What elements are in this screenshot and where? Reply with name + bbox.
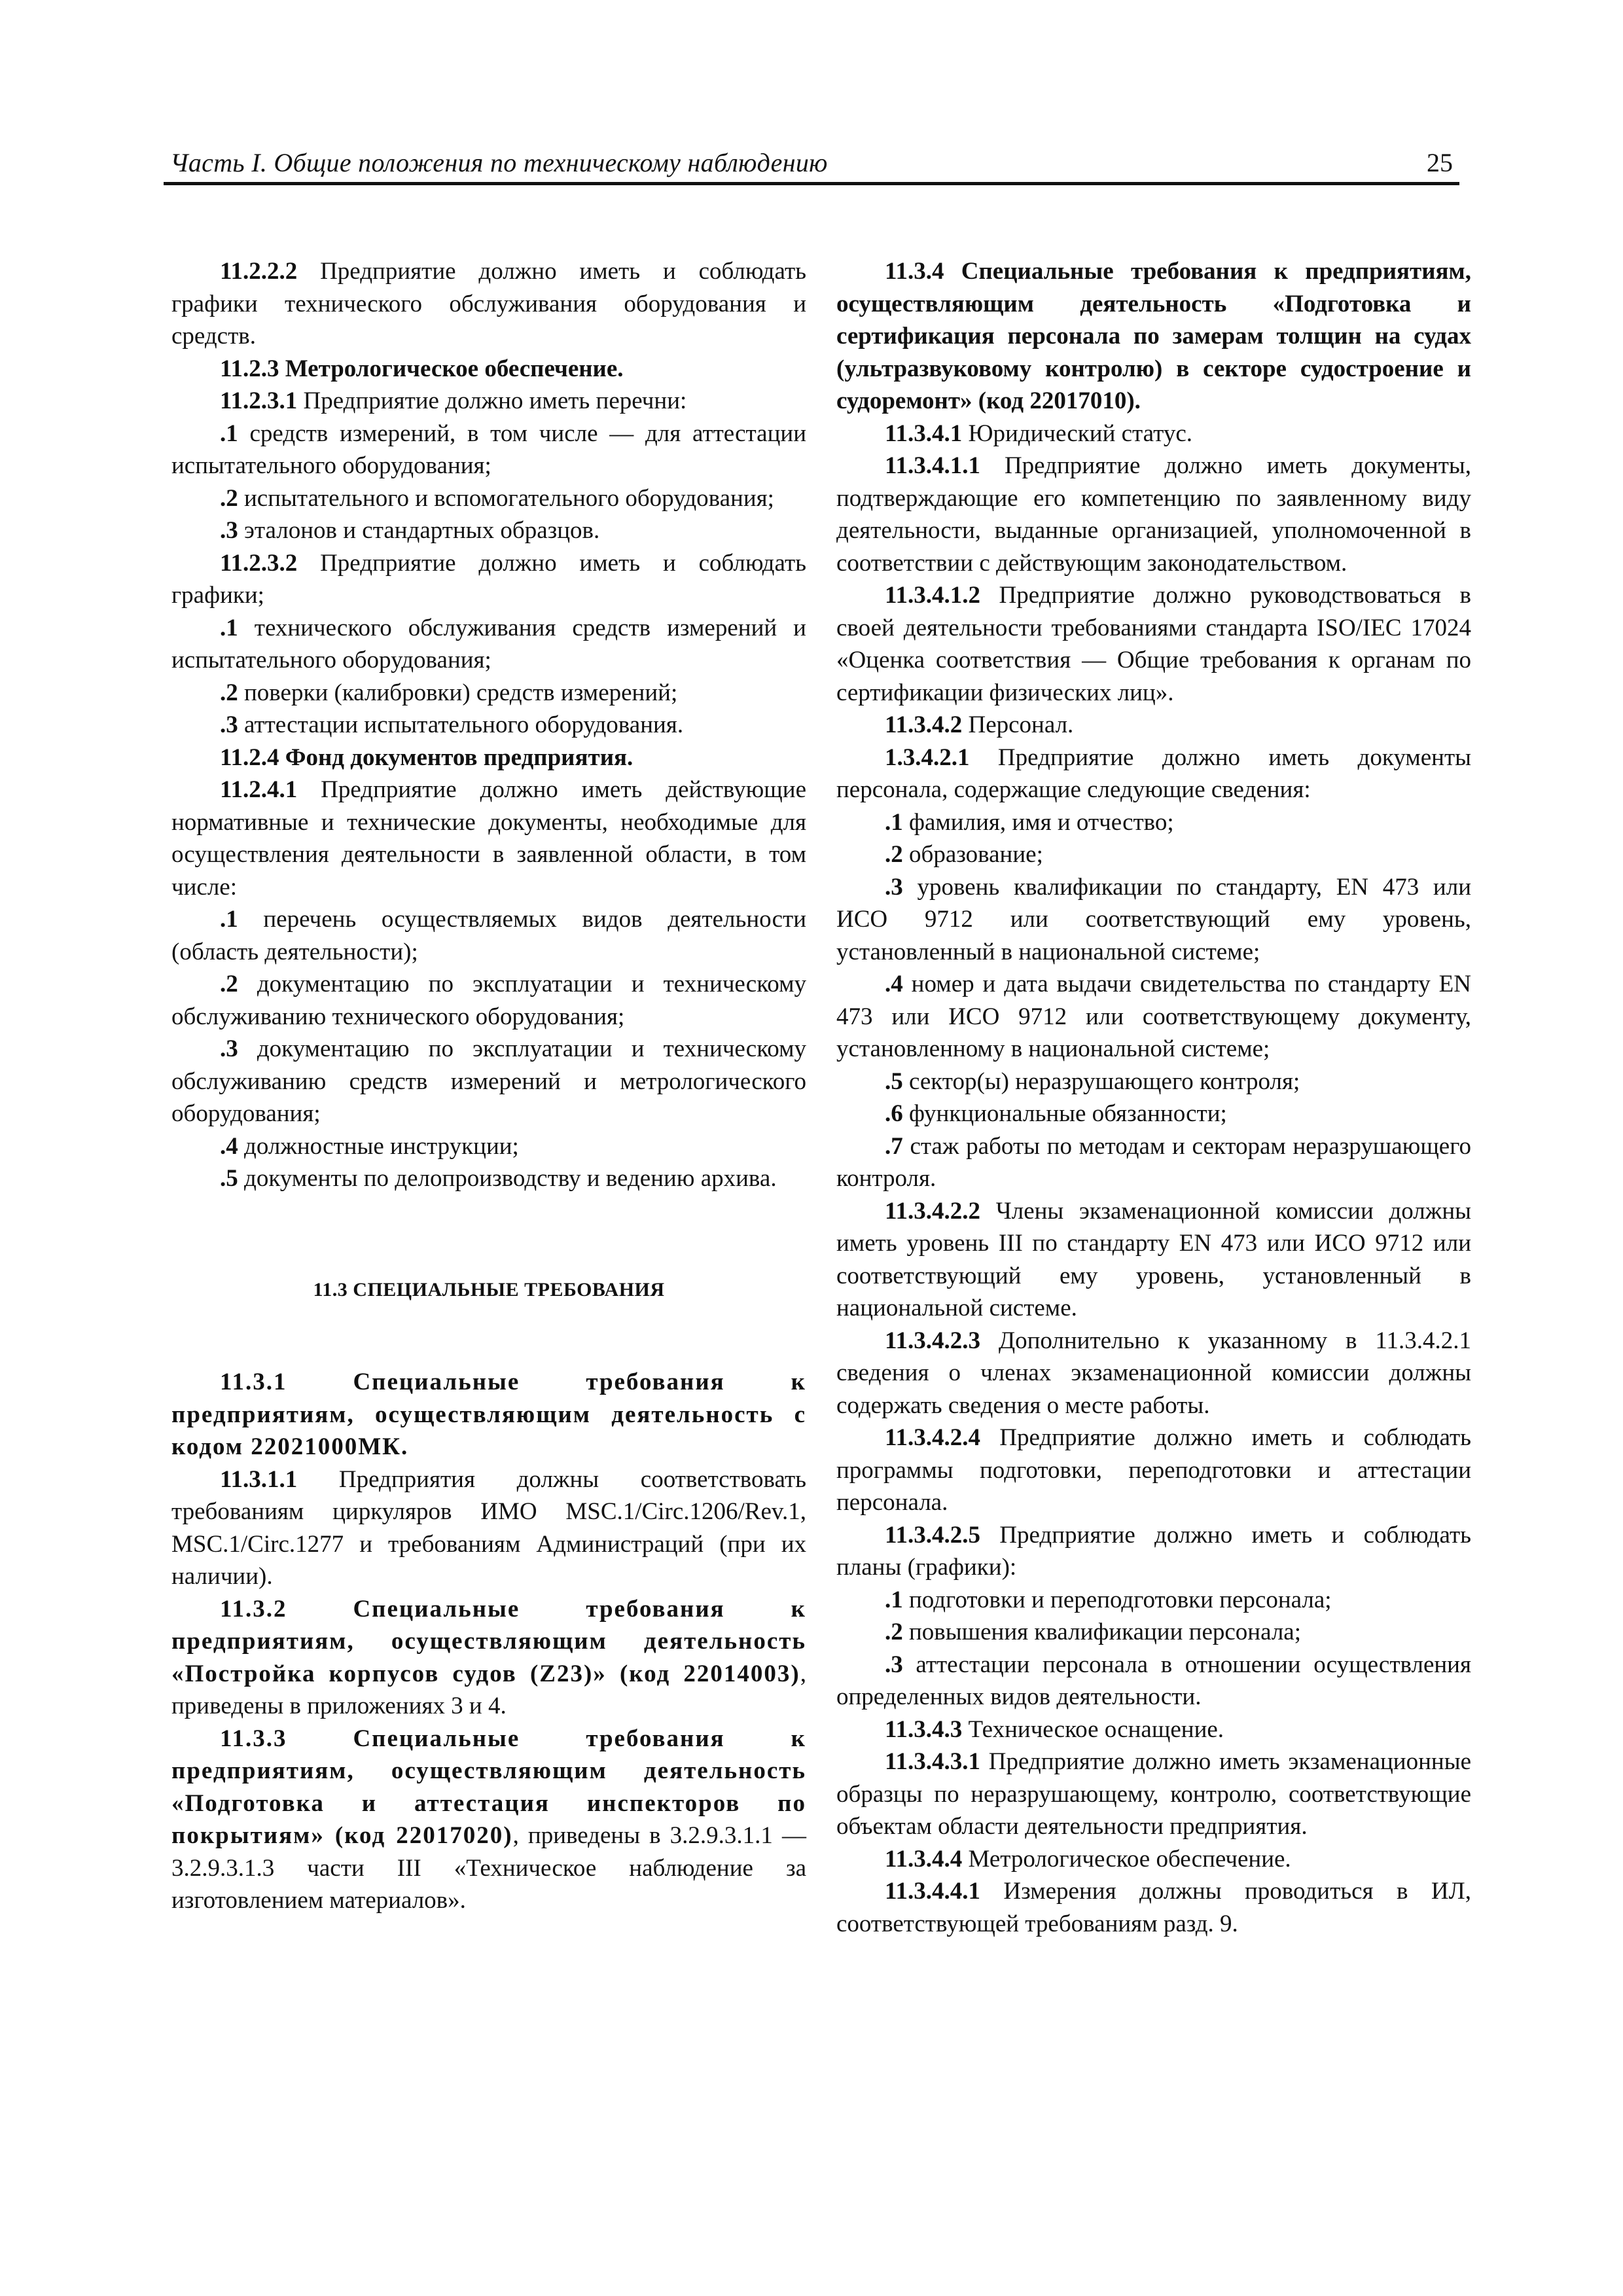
- list-item: .1 подготовки и переподготовки персонала;: [885, 1586, 1332, 1613]
- subsection-heading: 11.3.4 Специальные требования к предприятиям, осуществляющим деятельность «Подготовка и сертификация персонала по замерам толщин на судах (ультразвуковому контролю) в секторе судостроение и судоремонт» (код 22017010).: [836, 258, 1471, 414]
- list-item: .4 номер и дата выдачи свидетельства по стандарту EN 473 или ИСО 9712 или соответствующему документу, установленному в национальной системе;: [836, 971, 1471, 1062]
- paragraph: 1.3.4.2.1 Предприятие должно иметь документы персонала, содержащие следующие сведения:: [836, 744, 1471, 803]
- list-item: .3 аттестации персонала в отношении осуществления определенных видов деятельности.: [836, 1651, 1471, 1710]
- paragraph: 11.2.3.2 Предприятие должно иметь и соблюдать графики;: [171, 549, 806, 609]
- paragraph: 11.3.4.2.5 Предприятие должно иметь и соблюдать планы (графики):: [836, 1521, 1471, 1581]
- paragraph: 11.3.4.2.2 Члены экзаменационной комиссии должны иметь уровень III по стандарту EN 473 или ИСО 9712 или соответствующий ему уровень, установленный в национальной системе.: [836, 1197, 1471, 1321]
- paragraph: 11.2.4.1 Предприятие должно иметь действующие нормативные и технические документы, необходимые для осуществления деятельности в заявленной области, в том числе:: [171, 776, 806, 901]
- list-item: .7 стаж работы по методам и секторам неразрушающего контроля.: [836, 1132, 1471, 1192]
- list-item: .1 перечень осуществляемых видов деятельности (область деятельности);: [171, 906, 806, 965]
- paragraph: 11.2.3.1 Предприятие должно иметь перечни:: [220, 387, 687, 414]
- right-column: [836, 255, 1471, 1940]
- list-item: .3 документацию по эксплуатации и техническому обслуживанию средств измерений и метрологического оборудования;: [171, 1035, 806, 1127]
- paragraph: 11.3.4.4 Метрологическое обеспечение.: [885, 1845, 1291, 1873]
- list-item: .2 повышения квалификации персонала;: [885, 1619, 1302, 1645]
- section-heading: 11.3 СПЕЦИАЛЬНЫЕ ТРЕБОВАНИЯ: [313, 1278, 665, 1300]
- list-item: .1 фамилия, имя и отчество;: [885, 808, 1174, 836]
- paragraph: 11.3.4.3.1 Предприятие должно иметь экзаменационные образцы по неразрушающему, контролю, соответствующие объектам области деятельности предприятия.: [836, 1748, 1471, 1840]
- header-title: Часть I. Общие положения по техническому наблюдению: [170, 148, 828, 177]
- paragraph: 11.3.4.3 Техническое оснащение.: [885, 1715, 1224, 1743]
- paragraph: 11.3.4.1 Юридический статус.: [885, 420, 1192, 447]
- page-number: 25: [1427, 148, 1453, 177]
- subsection-heading: 11.2.3 Метрологическое обеспечение.: [220, 355, 624, 382]
- paragraph: 11.3.3 Специальные требования к предприятиям, осуществляющим деятельность «Подготовка и аттестация инспекторов по покрытиям» (код 22017020), приведены в 3.2.9.3.1.1 — 3.2.9.3.1.3 части III «Техническое наблюдение за изготовлением материалов».: [171, 1725, 806, 1914]
- paragraph: 11.3.1.1 Предприятия должны соответствовать требованиям циркуляров ИМО MSC.1/Circ.1206/Rev.1, MSC.1/Circ.1277 и требованиям Администраций (при их наличии).: [171, 1465, 806, 1590]
- paragraph: 11.3.4.2.4 Предприятие должно иметь и соблюдать программы подготовки, переподготовки и аттестации персонала.: [836, 1424, 1471, 1516]
- list-item: .3 эталонов и стандартных образцов.: [220, 517, 600, 544]
- paragraph: 11.3.4.2.3 Дополнительно к указанному в 11.3.4.2.1 сведения о членах экзаменационной комиссии должны содержать сведения о месте работы.: [836, 1327, 1471, 1419]
- paragraph: 11.3.4.2 Персонал.: [885, 711, 1074, 738]
- subsection-heading: 11.2.4 Фонд документов предприятия.: [220, 744, 633, 771]
- paragraph: 11.3.4.1.1 Предприятие должно иметь документы, подтверждающие его компетенцию по заявленному виду деятельности, выданные организацией, уполномоченной в соответствии с действующим законодательством.: [836, 452, 1471, 577]
- list-item: .1 средств измерений, в том числе — для аттестации испытательного оборудования;: [171, 420, 806, 479]
- subsection-heading: 11.3.1 Специальные требования к предприятиям, осуществляющим деятельность с кодом 22021000МК.: [171, 1369, 806, 1460]
- list-item: .4 должностные инструкции;: [220, 1132, 519, 1160]
- paragraph: 11.2.2.2 Предприятие должно иметь и соблюдать графики технического обслуживания оборудования и средств.: [171, 258, 806, 350]
- list-item: .3 уровень квалификации по стандарту, EN 473 или ИСО 9712 или соответствующий ему уровень, установленный в национальной системе;: [836, 873, 1471, 965]
- list-item: .2 испытательного и вспомогательного оборудования;: [220, 484, 774, 512]
- list-item: .5 сектор(ы) неразрушающего контроля;: [885, 1067, 1300, 1095]
- paragraph: 11.3.4.4.1 Измерения должны проводиться в ИЛ, соответствующей требованиям разд. 9.: [836, 1878, 1471, 1937]
- paragraph: 11.3.4.1.2 Предприятие должно руководствоваться в своей деятельности требованиями стандарта ISO/IEC 17024 «Оценка соответствия — Общие требования к органам по сертификации физических лиц».: [836, 582, 1471, 706]
- list-item: .6 функциональные обязанности;: [885, 1100, 1227, 1127]
- left-column: [171, 255, 806, 1917]
- list-item: .3 аттестации испытательного оборудования.: [220, 711, 684, 738]
- list-item: .2 поверки (калибровки) средств измерений;: [220, 679, 678, 706]
- list-item: .2 документацию по эксплуатации и техническому обслуживанию технического оборудования;: [171, 971, 806, 1030]
- list-item: .2 образование;: [885, 841, 1043, 868]
- running-header: [164, 145, 1459, 185]
- paragraph: 11.3.2 Специальные требования к предприятиям, осуществляющим деятельность «Постройка корпусов судов (Z23)» (код 22014003), приведены в приложениях 3 и 4.: [171, 1595, 806, 1719]
- list-item: .5 документы по делопроизводству и ведению архива.: [220, 1165, 777, 1192]
- list-item: .1 технического обслуживания средств измерений и испытательного оборудования;: [171, 614, 806, 673]
